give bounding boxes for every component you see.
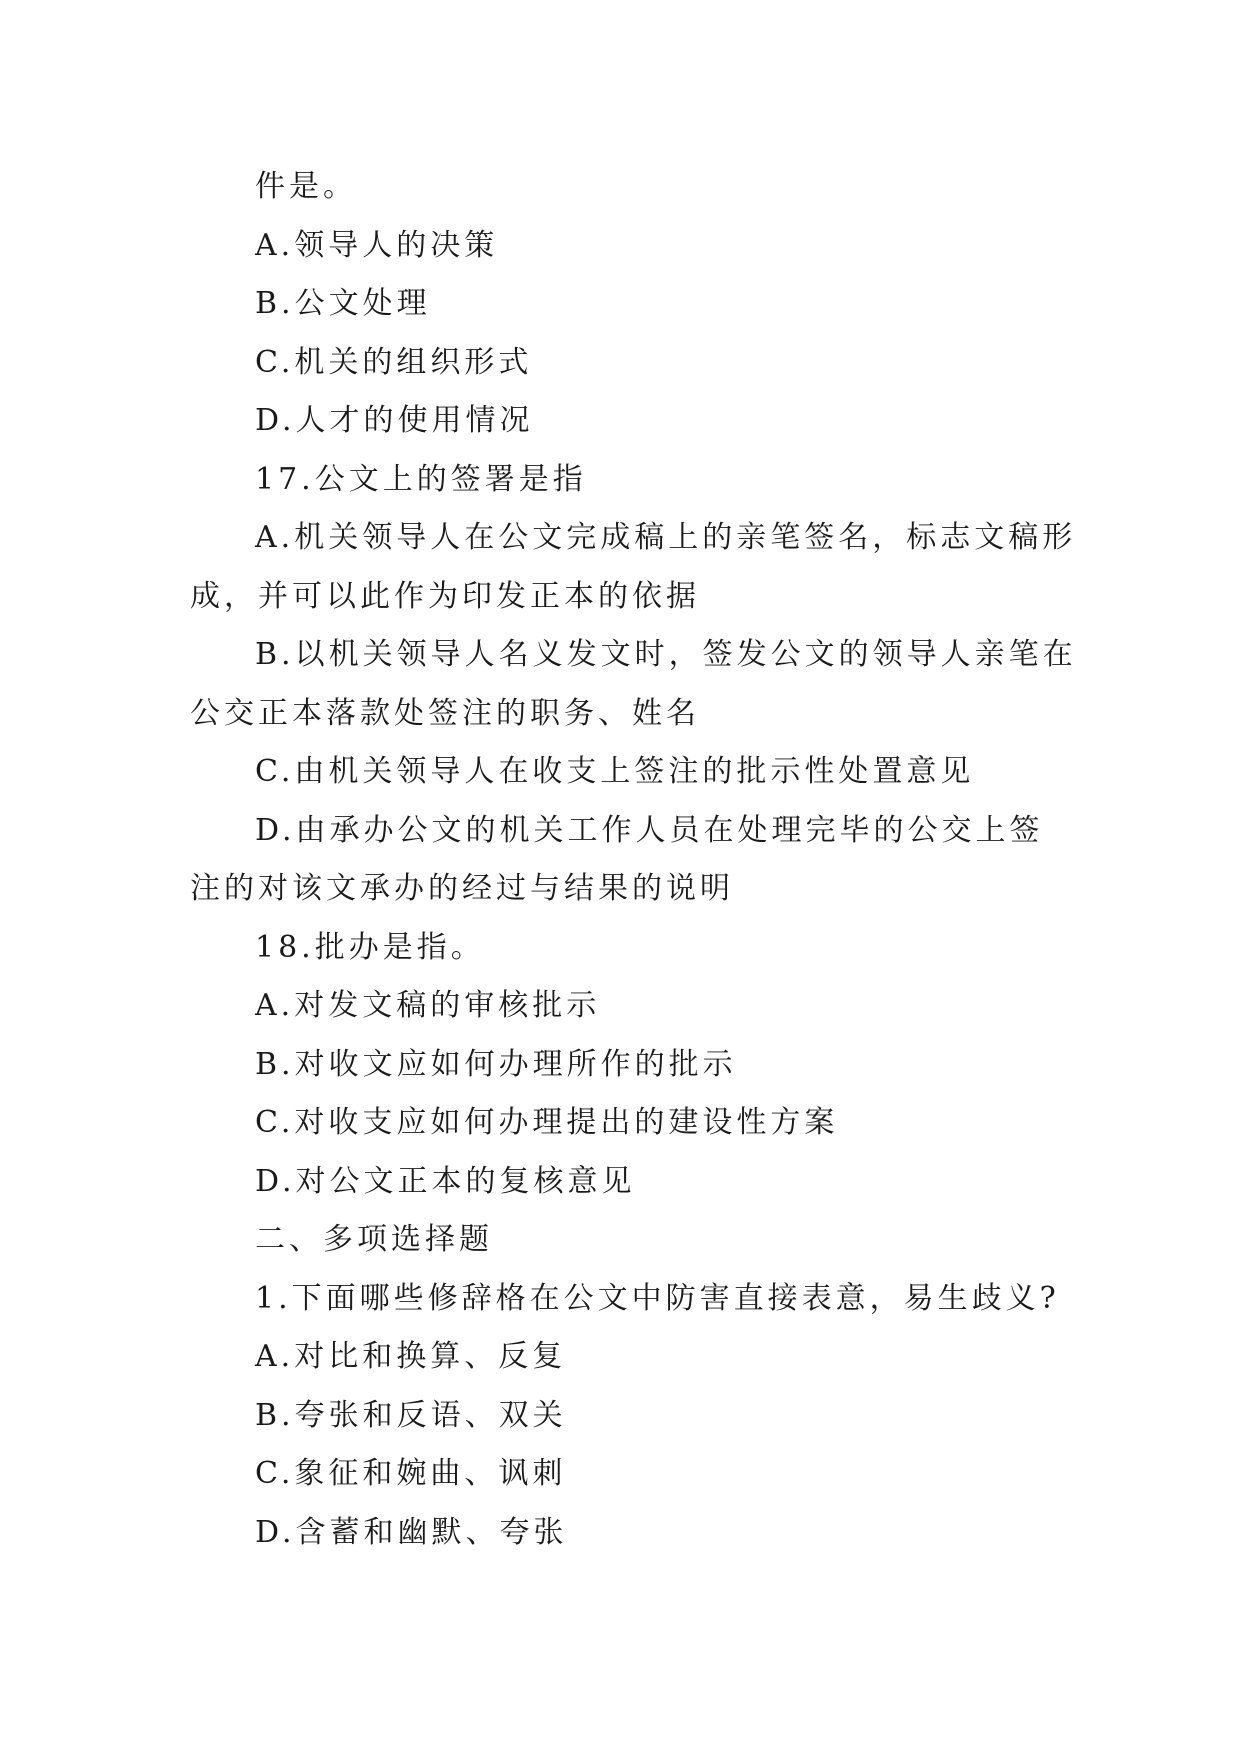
q17-option-a-continued: 成，并可以此作为印发正本的依据	[190, 578, 700, 614]
q18-option-a: A.对发文稿的审核批示	[255, 988, 601, 1023]
q17-option-d-continued: 注的对该文承办的经过与结果的说明	[190, 871, 734, 906]
option-a: A.领导人的决策	[255, 227, 499, 263]
section-heading: 二、多项选择题	[255, 1222, 493, 1257]
q17-option-a: A.机关领导人在公文完成稿上的亲笔签名，标志文稿形	[255, 520, 1077, 555]
q17-option-b: B.以机关领导人名义发文时，签发公文的领导人亲笔在	[255, 637, 1077, 672]
mc1-option-d: D.含蓄和幽默、夸张	[255, 1514, 568, 1550]
q18-option-c: C.对收支应如何办理提出的建设性方案	[255, 1105, 839, 1140]
option-b: B.公文处理	[255, 286, 431, 321]
q17-option-d: D.由承办公文的机关工作人员在处理完毕的公交上签	[255, 812, 1044, 848]
q17-option-b-continued: 公交正本落款处签注的职务、姓名	[190, 695, 700, 731]
q18-option-b: B.对收文应如何办理所作的批示	[255, 1046, 737, 1082]
option-c: C.机关的组织形式	[255, 344, 533, 380]
mc1-option-c: C.象征和婉曲、讽刺	[255, 1456, 567, 1491]
question-17: 17.公文上的签署是指	[255, 461, 587, 497]
option-d: D.人才的使用情况	[255, 403, 534, 438]
document-body	[190, 158, 1077, 1562]
question-continuation: 件是。	[255, 169, 357, 204]
mc-question-1: 1.下面哪些修辞格在公文中防害直接表意，易生歧义?	[255, 1280, 1060, 1316]
question-18: 18.批办是指。	[255, 929, 485, 965]
q18-option-d: D.对公文正本的复核意见	[255, 1163, 636, 1199]
q17-option-c: C.由机关领导人在收支上签注的批示性处置意见	[255, 754, 975, 789]
mc1-option-b: B.夸张和反语、双关	[255, 1397, 567, 1433]
mc1-option-a: A.对比和换算、反复	[255, 1339, 567, 1374]
